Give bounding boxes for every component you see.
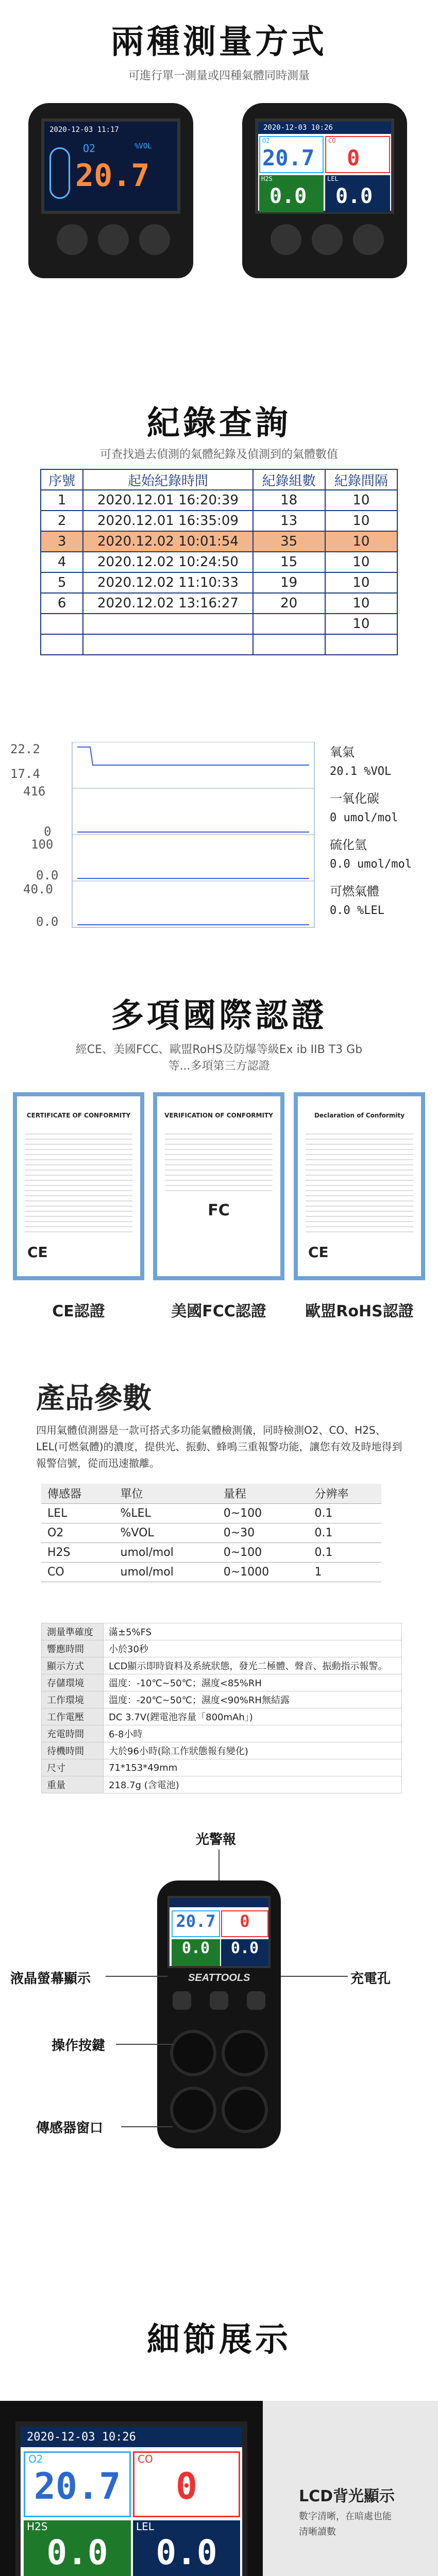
table-row: LEL %LEL 0~100 0.1: [41, 1503, 381, 1523]
screen-cell-co: CO 0: [325, 136, 390, 173]
table-row[interactable]: 10: [41, 614, 397, 634]
table-row: 重量 218.7g (含電池): [42, 1776, 402, 1793]
tick-label: 0: [44, 824, 52, 839]
tick-label: 17.4: [10, 767, 40, 781]
label-charge: 充電孔: [350, 1971, 391, 1987]
fcc-certificate: VERIFICATION OF CONFORMITY FC: [153, 1092, 284, 1280]
lcd-feature-desc: 清晰讀數: [299, 2527, 336, 2537]
table-row: 存儲環境 溫度：-10℃~50℃；濕度<85%RH: [42, 1674, 402, 1691]
table-row: O2 %VOL 0~30 0.1: [41, 1523, 381, 1543]
arrow-left-button[interactable]: [173, 1991, 191, 2010]
series-value: 0.0 umol/mol: [330, 858, 412, 871]
tick-label: 40.0: [23, 882, 53, 896]
ce-mark-icon: CE: [308, 1244, 329, 1261]
lcd-feature-desc: 數字清晰，在暗處也能: [299, 2511, 392, 2522]
detail-title: 細節展示: [147, 2321, 291, 2359]
label-sensor: 傳感器窗口: [36, 2121, 104, 2136]
hero-device-bottoms: [0, 216, 438, 289]
hero-section: [0, 0, 438, 216]
cert-label-ce: CE認證: [52, 1302, 105, 1320]
spec-section: [0, 1365, 438, 1791]
power-button[interactable]: [57, 224, 88, 255]
tick-label: 0.0: [36, 868, 59, 883]
cert-section: [0, 989, 438, 1412]
cert-subtitle-2: 等...多項第三方認證: [168, 1060, 270, 1073]
table-row: H2S umol/mol 0~100 0.1: [41, 1543, 381, 1562]
menu-button[interactable]: [98, 224, 129, 255]
device-screen: [41, 118, 180, 214]
detail-lcd-photo: 2020-12-03 10:26 O2 20.7 CO 0 H2S 0.0 LEL 0.0: [0, 2401, 263, 2576]
select-button[interactable]: [139, 224, 170, 255]
device-screen: [255, 118, 394, 214]
tick-label: 100: [31, 837, 54, 852]
sensor-port-icon: [170, 2087, 216, 2133]
tech-table: [41, 1623, 402, 1793]
table-row: 顯示方式 LCD顯示即時資料及系統狀態，發光二極體、聲音、振動指示報警。: [42, 1657, 402, 1674]
table-row-selected[interactable]: 3 2020.12.02 10:01:54 35 10: [41, 531, 397, 552]
label-buttons: 操作按鍵: [52, 2038, 106, 2054]
select-button[interactable]: [353, 224, 384, 255]
table-row[interactable]: 2 2020.12.01 16:35:09 13 10: [41, 511, 397, 531]
ce-mark-icon: CE: [27, 1244, 48, 1261]
table-row: 充電時間 6-8小時: [42, 1725, 402, 1742]
device-diagram: [0, 1819, 438, 2282]
cert-title: 多項國際認證: [111, 997, 327, 1035]
lcd-feature-title: LCD背光顯示: [299, 2487, 395, 2505]
label-alarm: 光警報: [196, 1832, 237, 1848]
sensor-table: 傳感器 單位 量程 分辨率 LEL %LEL 0~100 0.1 O2 %VOL 0~30 0.1 H2S umol/mol 0~100 0.1 CO umol/mol 0~1000 1: [41, 1484, 381, 1582]
sensor-port-icon: [222, 2087, 268, 2133]
table-row: CO umol/mol 0~1000 1: [41, 1562, 381, 1582]
table-row: 響應時間 小於30秒: [42, 1640, 402, 1657]
screen-value: 20.7: [75, 158, 150, 194]
arrow-right-button[interactable]: [247, 1991, 265, 2010]
records-section: [0, 397, 438, 685]
screen-time: 2020-12-03 11:17: [49, 126, 119, 134]
screen-gas-label: O2: [83, 142, 96, 155]
table-row: 工作環境 溫度：-20℃~50℃；濕度<90%RH無結露: [42, 1691, 402, 1708]
cert-label-rohs: 歐盟RoHS認證: [305, 1302, 414, 1320]
series-value: 0.0 %LEL: [330, 904, 384, 917]
hero-title: 兩種測量方式: [111, 23, 327, 61]
spec-title: 產品參數: [36, 1382, 151, 1415]
table-row: 待機時間 大於96小時(除工作狀態報有變化): [42, 1742, 402, 1759]
series-value: 0 umol/mol: [330, 811, 398, 824]
tick-label: 416: [23, 784, 46, 799]
power-button[interactable]: [271, 224, 301, 255]
gauge-icon: [49, 147, 70, 199]
records-title: 紀錄查詢: [147, 404, 291, 443]
screen-time: 2020-12-03 10:26: [263, 124, 333, 132]
table-row[interactable]: [41, 634, 397, 655]
screen-cell-h2s: H2S 0.0: [259, 175, 324, 212]
table-row: 尺寸 71*153*49mm: [42, 1759, 402, 1776]
series-label: 氧氣: [330, 745, 355, 759]
cert-subtitle-1: 經CE、美國FCC、歐盟RoHS及防爆等級Ex ib IIB T3 Gb: [75, 1043, 363, 1056]
record-graph: [0, 742, 438, 933]
table-row[interactable]: 4 2020.12.02 10:24:50 15 10: [41, 552, 397, 572]
series-label: 可燃氣體: [330, 884, 379, 899]
device-front: [157, 1880, 281, 2148]
series-label: 一氧化碳: [330, 791, 379, 806]
detail-header: [0, 2308, 438, 2370]
table-row: 工作電壓 DC 3.7V(鋰電池容量「800mAh」): [42, 1708, 402, 1725]
screen-unit: %VOL: [134, 142, 152, 150]
tick-label: 0.0: [36, 914, 59, 929]
device-logo: SEATTOOLS: [188, 1972, 250, 1984]
records-subtitle: 可查找過去偵測的氣體紀錄及偵測到的氣體數值: [99, 448, 338, 461]
records-table: 序號 起始紀錄時間 紀錄組數 紀錄間隔 1 2020.12.01 16:20:39 18 10 2 2020.12.01 16:35:09 13 10 3 2020.12.02 10:01:54 35 10 4 2020.12.02 10:24:50 15 10 5 2020.12.02 11:10:33 19 10 6 2020.12.02 13:16:27 20 10 10: [40, 469, 398, 655]
cert-label-fcc: 美國FCC認證: [171, 1302, 266, 1320]
hero-subtitle: 可進行單一測量或四種氣體同時測量: [128, 70, 310, 82]
table-row[interactable]: 1 2020.12.01 16:20:39 18 10: [41, 490, 397, 511]
tick-label: 22.2: [10, 742, 40, 756]
power-button[interactable]: [210, 1991, 228, 2010]
table-row[interactable]: 5 2020.12.02 11:10:33 19 10: [41, 572, 397, 593]
screen-cell-o2: O2 20.7: [259, 136, 324, 173]
fcc-mark-icon: FC: [208, 1201, 230, 1219]
label-lcd: 液晶螢幕顯示: [10, 1971, 91, 1987]
screen-cell-lel: LEL 0.0: [325, 175, 390, 212]
table-row[interactable]: 6 2020.12.02 13:16:27 20 10: [41, 593, 397, 614]
series-label: 硫化氫: [330, 838, 367, 852]
ce-certificate: CERTIFICATE OF CONFORMITY CE: [13, 1092, 144, 1280]
spec-desc: 四用氣體偵測器是一款可搭式多功能氣體檢測儀，同時檢測O2、CO、H2S、LEL(可燃氣體)的濃度，提供光、振動、蜂鳴三重報警功能，讓您有效及時地得到報警信號，從而迅速撤離。: [36, 1424, 402, 1469]
table-row: 測量準確度 滿±5%FS: [42, 1623, 402, 1640]
series-value: 20.1 %VOL: [330, 765, 392, 778]
sensor-port-icon: [222, 2030, 268, 2076]
detail-lcd: [0, 2401, 438, 2576]
menu-button[interactable]: [312, 224, 343, 255]
rohs-certificate: Declaration of Conformity CE: [294, 1092, 425, 1280]
sensor-port-icon: [170, 2030, 216, 2076]
device-screen: 20.7 0 0.0 0.0: [167, 1896, 271, 1968]
